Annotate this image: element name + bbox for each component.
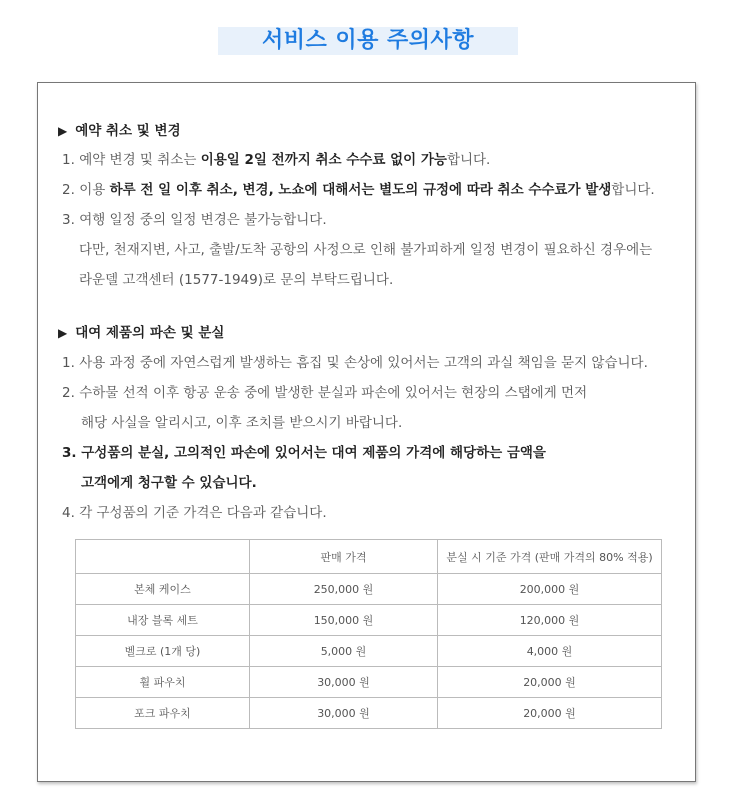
- page-title: 서비스 이용 주의사항: [261, 28, 475, 53]
- table-header-row: [76, 540, 662, 574]
- table-cell: 포크 파우치: [76, 698, 250, 729]
- list-item-continuation: 다만, 천재지변, 사고, 출발/도착 공항의 사정으로 인해 불가피하게 일정 변경이 필요하신 경우에는: [79, 242, 653, 258]
- table-cell: 20,000 원: [438, 698, 662, 729]
- section-heading-reservation: ▶ 예약 취소 및 변경: [58, 123, 181, 139]
- list-item: 3. 여행 일정 중의 일정 변경은 불가능합니다.: [62, 212, 327, 228]
- table-row: [76, 667, 662, 698]
- list-item: 2. 수하물 선적 이후 항공 운송 중에 발생한 분실과 파손에 있어서는 현장의 스탭에게 먼저: [62, 385, 588, 401]
- table-cell: 150,000 원: [250, 605, 438, 636]
- list-item: 1. 예약 변경 및 취소는 이용일 2일 전까지 취소 수수료 없이 가능합니다.: [62, 152, 491, 168]
- table-row: [76, 605, 662, 636]
- table-cell: 30,000 원: [250, 667, 438, 698]
- section-heading-damage: ▶ 대여 제품의 파손 및 분실: [58, 325, 225, 341]
- table-header-cell: 판매 가격: [250, 540, 438, 574]
- table-row: [76, 574, 662, 605]
- triangle-bullet-icon: ▶: [58, 124, 68, 138]
- notice-box: [37, 82, 696, 782]
- table-cell: 250,000 원: [250, 574, 438, 605]
- table-cell: 벨크로 (1개 당): [76, 636, 250, 667]
- list-item-continuation: 해당 사실을 알리시고, 이후 조치를 받으시기 바랍니다.: [81, 415, 403, 431]
- table-cell: 5,000 원: [250, 636, 438, 667]
- table-cell: 본체 케이스: [76, 574, 250, 605]
- list-item-continuation: 라운델 고객센터 (1577-1949)로 문의 부탁드립니다.: [79, 272, 394, 288]
- list-item-continuation: 고객에게 청구할 수 있습니다.: [81, 475, 257, 491]
- list-item: 3. 구성품의 분실, 고의적인 파손에 있어서는 대여 제품의 가격에 해당하는 금액을: [62, 445, 546, 461]
- table-header-cell: [76, 540, 250, 574]
- list-item: 1. 사용 과정 중에 자연스럽게 발생하는 흠집 및 손상에 있어서는 고객의 과실 책임을 묻지 않습니다.: [62, 355, 648, 371]
- table-cell: 내장 블록 세트: [76, 605, 250, 636]
- table-cell: 휠 파우치: [76, 667, 250, 698]
- list-item: 4. 각 구성품의 기준 가격은 다음과 같습니다.: [62, 505, 327, 521]
- table-cell: 20,000 원: [438, 667, 662, 698]
- price-table: [75, 539, 662, 729]
- table-cell: 4,000 원: [438, 636, 662, 667]
- title-banner: [218, 27, 518, 55]
- table-row: [76, 698, 662, 729]
- table-cell: 200,000 원: [438, 574, 662, 605]
- list-item: 2. 이용 하루 전 일 이후 취소, 변경, 노쇼에 대해서는 별도의 규정에 따라 취소 수수료가 발생합니다.: [62, 182, 655, 198]
- table-header-cell: 분실 시 기준 가격 (판매 가격의 80% 적용): [438, 540, 662, 574]
- table-cell: 30,000 원: [250, 698, 438, 729]
- table-row: [76, 636, 662, 667]
- triangle-bullet-icon: ▶: [58, 326, 68, 340]
- table-cell: 120,000 원: [438, 605, 662, 636]
